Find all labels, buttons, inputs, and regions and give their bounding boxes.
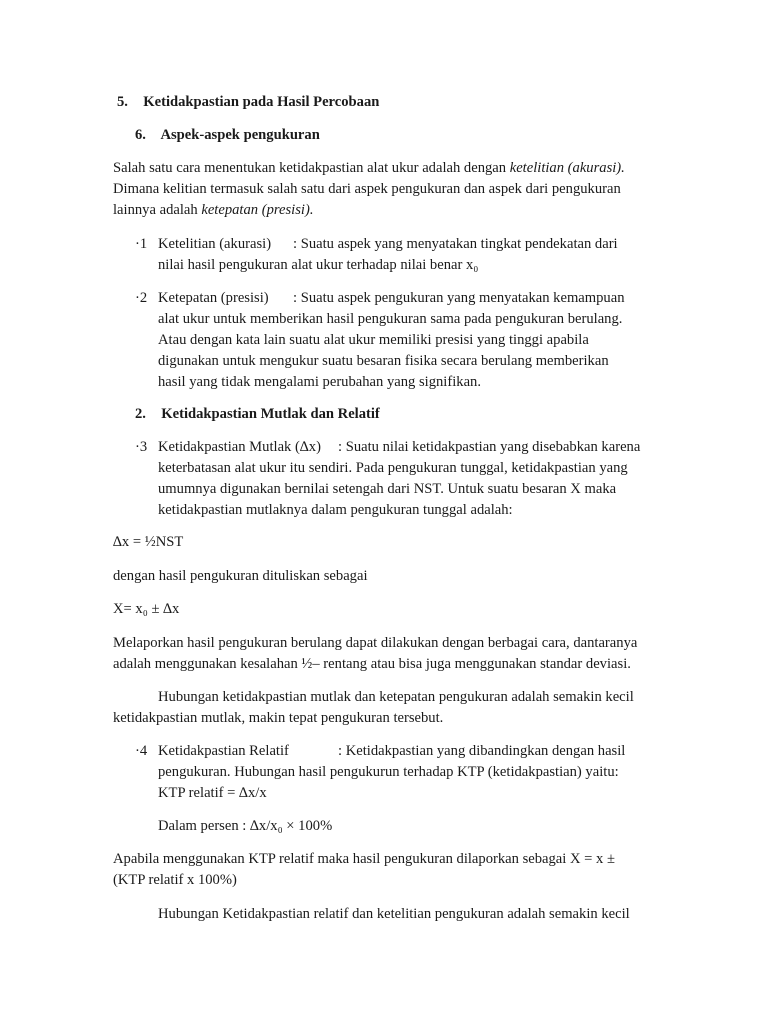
heading-6-number: 6. xyxy=(135,127,146,143)
formula-persen: Dalam persen : ∆x/x₀ × 100% xyxy=(158,818,333,834)
item-4-line-1: : Ketidakpastian yang dibandingkan dengan hasil xyxy=(338,743,626,759)
item-4-bullet: ·4 xyxy=(135,743,148,759)
text-dengan-hasil: dengan hasil pengukuran dituliskan sebagai xyxy=(113,568,368,584)
intro-line-3 xyxy=(113,200,313,220)
heading-6 xyxy=(135,125,320,145)
para-melaporkan-line-1: Melaporkan hasil pengukuran berulang dapat dilakukan dengan berbagai cara, dantaranya xyxy=(113,635,638,651)
intro-text-2: lainnya adalah xyxy=(113,202,202,218)
item-1-line-1: : Suatu aspek yang menyatakan tingkat pendekatan dari xyxy=(293,236,618,252)
item-4-label: Ketidakpastian Relatif xyxy=(158,743,289,759)
intro-line-2: Dimana kelitian termasuk salah satu dari aspek pengukuran dan aspek dari pengukuran xyxy=(113,181,621,197)
item-2-label: Ketepatan (presisi) xyxy=(158,290,269,306)
para-hubungan-mutlak-line-2: ketidakpastian mutlak, makin tepat pengukuran tersebut. xyxy=(113,710,444,726)
heading-2-text: Ketidakpastian Mutlak dan Relatif xyxy=(161,406,380,422)
item-1-line-2: nilai hasil pengukuran alat ukur terhadap nilai benar x₀ xyxy=(158,257,479,273)
para-melaporkan-line-2: adalah menggunakan kesalahan ½– rentang atau bisa juga menggunakan standar deviasi. xyxy=(113,656,631,672)
heading-5-number: 5. xyxy=(117,94,128,110)
item-3-line-2: keterbatasan alat ukur itu sendiri. Pada pengukuran tunggal, ketidakpastian yang xyxy=(158,460,628,476)
item-3-bullet: ·3 xyxy=(135,439,148,455)
item-4-line-3: KTP relatif = ∆x/x xyxy=(158,785,267,801)
para-hubungan-relatif: Hubungan Ketidakpastian relatif dan ketelitian pengukuran adalah semakin kecil xyxy=(158,906,630,922)
item-3-label: Ketidakpastian Mutlak (∆x) xyxy=(158,439,321,455)
para-apabila-line-2: (KTP relatif x 100%) xyxy=(113,872,237,888)
intro-italic-ketelitian: ketelitian (akurasi). xyxy=(509,160,625,176)
intro-line-1 xyxy=(113,158,625,178)
item-2-bullet: ·2 xyxy=(135,290,148,306)
intro-italic-ketepatan: ketepatan (presisi). xyxy=(201,202,314,218)
heading-2-number: 2. xyxy=(135,406,146,422)
item-3-line-1: : Suatu nilai ketidakpastian yang disebabkan karena xyxy=(338,439,641,455)
item-2-line-4: digunakan untuk mengukur suatu besaran fisika secara berulang memberikan xyxy=(158,353,609,369)
item-1-bullet: ·1 xyxy=(135,236,148,252)
heading-6-text: Aspek-aspek pengukuran xyxy=(160,127,320,143)
heading-5 xyxy=(117,92,379,112)
para-apabila-line-1: Apabila menggunakan KTP relatif maka hasil pengukuran dilaporkan sebagai X = x ± xyxy=(113,851,616,867)
item-2-line-3: Atau dengan kata lain suatu alat ukur memiliki presisi yang tinggi apabila xyxy=(158,332,589,348)
formula-delta-x: ∆x = ½NST xyxy=(113,534,184,550)
item-2-line-2: alat ukur untuk memberikan hasil pengukuran sama pada pengukuran berulang. xyxy=(158,311,623,327)
formula-x-result: X= x₀ ± ∆x xyxy=(113,601,180,617)
heading-5-text: Ketidakpastian pada Hasil Percobaan xyxy=(143,94,380,110)
item-4-line-2: pengukuran. Hubungan hasil pengukurun terhadap KTP (ketidakpastian) yaitu: xyxy=(158,764,619,780)
item-1-label: Ketelitian (akurasi) xyxy=(158,236,272,252)
heading-2 xyxy=(135,404,380,424)
intro-text: Salah satu cara menentukan ketidakpastian alat ukur adalah dengan xyxy=(113,160,510,176)
para-hubungan-mutlak-line-1: Hubungan ketidakpastian mutlak dan ketepatan pengukuran adalah semakin kecil xyxy=(158,689,634,705)
item-2-line-1: : Suatu aspek pengukuran yang menyatakan kemampuan xyxy=(293,290,625,306)
item-3-line-3: umumnya digunakan bernilai setengah dari NST. Untuk suatu besaran X maka xyxy=(158,481,617,497)
item-3-line-4: ketidakpastian mutlaknya dalam pengukuran tunggal adalah: xyxy=(158,502,513,518)
item-2-line-5: hasil yang tidak mengalami perubahan yang signifikan. xyxy=(158,374,482,390)
